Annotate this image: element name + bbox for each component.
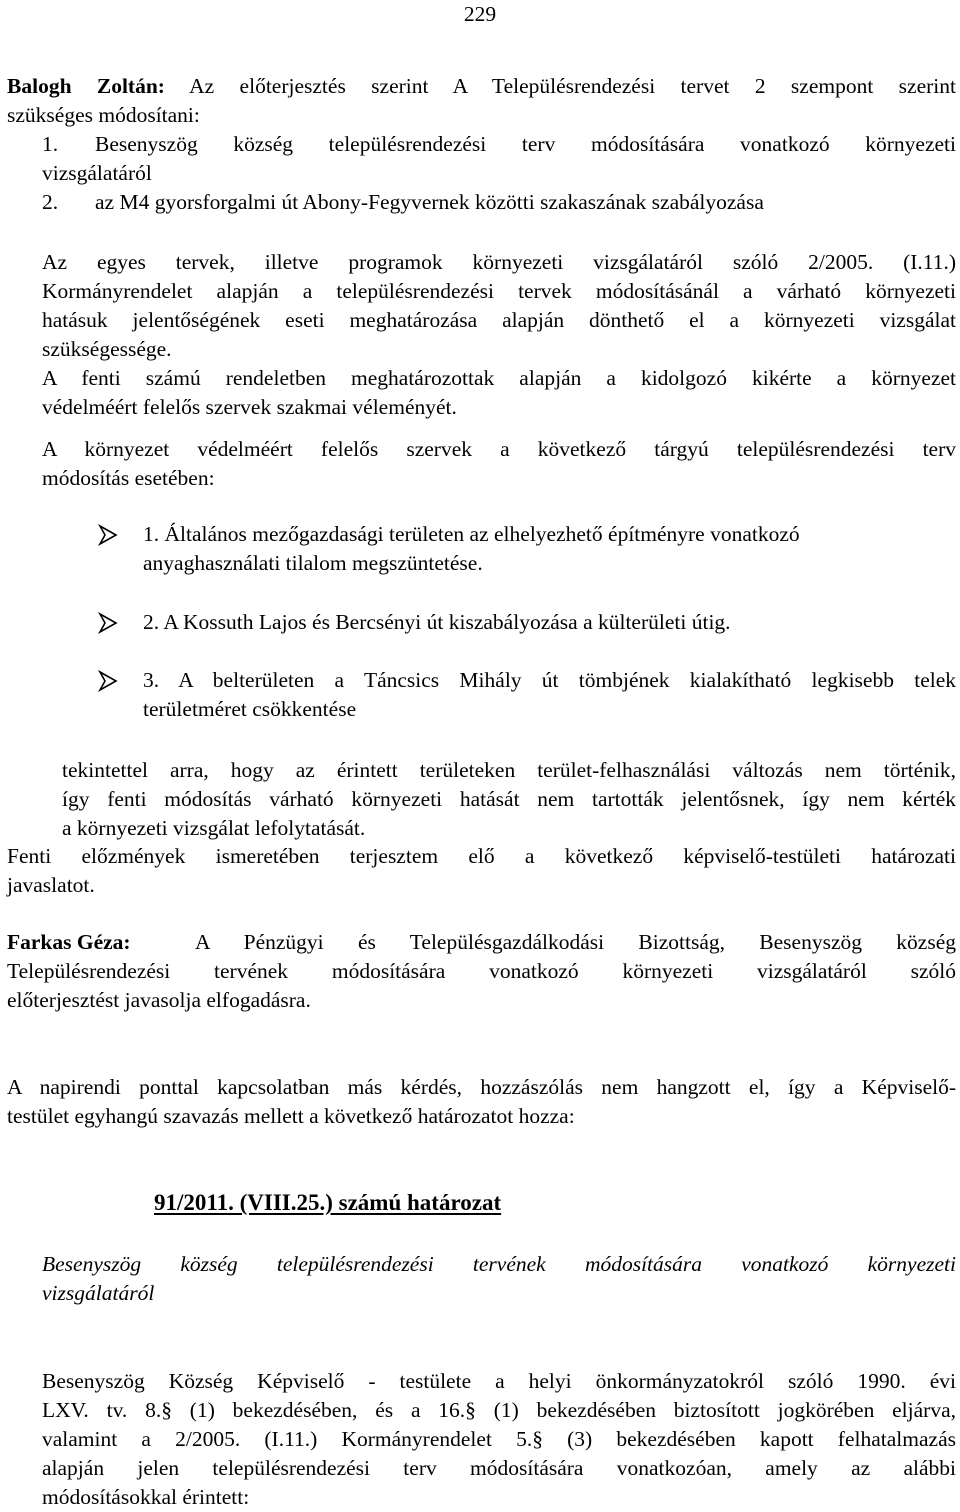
list-number: 2.: [42, 190, 59, 214]
resolution-body: [42, 1367, 956, 1512]
text-line: A fenti számú rendeletben meghatározottak alapján a kidolgozó kikérte a környezet: [42, 366, 956, 390]
text-line: javaslatot.: [7, 873, 95, 897]
bullet-item-2: [143, 608, 943, 637]
resolution-title: [154, 1188, 501, 1218]
speaker-name: Farkas Géza:: [7, 930, 131, 954]
text-line: Településrendezési tervének módosítására vonatkozó környezeti vizsgálatáról szóló: [7, 959, 956, 983]
farkas-section: [7, 928, 956, 1015]
resolution-subject: [42, 1250, 956, 1308]
intro-section: [7, 72, 956, 130]
text-line: a környezeti vizsgálat lefolytatását.: [62, 816, 366, 840]
speaker-name: Balogh Zoltán:: [7, 74, 165, 98]
bullet-item-3: [143, 666, 956, 724]
bullet-text: területméret csökkentése: [143, 697, 357, 721]
bullet-item-1: [143, 520, 943, 578]
paragraph-regulation: [42, 248, 956, 277]
text-line: így fenti módosítás várható környezeti hatását nem tartották jelentősnek, így nem kérték: [62, 787, 956, 811]
bullet-text: 2. A Kossuth Lajos és Bercsényi út kiszabályozása a külterületi útig.: [143, 610, 731, 634]
arrow-bullet-icon: [98, 670, 118, 692]
page-number: 229: [463, 2, 497, 26]
text-line: Az egyes tervek, illetve programok környezeti vizsgálatáról szóló 2/2005. (I.11.): [42, 250, 956, 274]
text-line: A napirendi ponttal kapcsolatban más kérdés, hozzászólás nem hangzott el, így a Képviselő-: [7, 1075, 956, 1099]
text-line: hatásuk jelentőségének eseti meghatározása alapján dönthető el a környezeti vizsgálat: [42, 308, 956, 332]
arrow-bullet-icon: [98, 612, 118, 634]
paragraph-vote: [7, 1073, 956, 1131]
intro-line-1: Balogh Zoltán: Az előterjesztés szerint A Településrendezési tervet 2 szempont szerint: [7, 74, 956, 98]
text-line: módosítás esetében:: [42, 466, 215, 490]
paragraph-proposal: [7, 842, 956, 900]
text-line: Besenyszög Község Képviselő - testülete a helyi önkormányzatokról szóló 1990. évi: [42, 1369, 956, 1393]
bullet-text: 3. A belterületen a Táncsics Mihály út tömbjének kialakítható legkisebb telek: [143, 668, 956, 692]
text-line: valamint a 2/2005. (I.11.) Kormányrendelet 5.§ (3) bekezdésében kapott felhatalmazás: [42, 1427, 956, 1451]
paragraph-conclusion: [62, 756, 956, 843]
paragraph-authorities: [42, 435, 956, 493]
text-line: vizsgálatáról: [42, 1281, 155, 1305]
list-item-text: vizsgálatáról: [42, 161, 152, 185]
paragraph-regulation-cont: [42, 277, 956, 422]
text-line: LXV. tv. 8.§ (1) bekezdésében, és a 16.§ (1) bekezdésében biztosított jogkörében eljárva,: [42, 1398, 956, 1422]
text-line: A Pénzügyi és Településgazdálkodási Bizottság, Besenyszög község: [195, 930, 956, 954]
list-item-text: az M4 gyorsforgalmi út Abony-Fegyvernek közötti szakaszának szabályozása: [95, 190, 764, 214]
text-line: Fenti előzmények ismeretében terjesztem elő a következő képviselő-testületi határozati: [7, 844, 956, 868]
text-line: módosításokkal érintett:: [42, 1485, 250, 1509]
text-line: szükségessége.: [42, 337, 172, 361]
text-line: tekintettel arra, hogy az érintett területeken terület-felhasználási változás nem történik,: [62, 758, 956, 782]
resolution-title-text: 91/2011. (VIII.25.) számú határozat: [154, 1190, 502, 1215]
text-line: testület egyhangú szavazás mellett a következő határozatot hozza:: [7, 1104, 575, 1128]
arrow-bullet-icon: [98, 524, 118, 546]
text-line: alapján jelen településrendezési terv módosítására vonatkozóan, amely az alábbi: [42, 1456, 956, 1480]
text-line: védelméért felelős szervek szakmai véleményét.: [42, 395, 457, 419]
bullet-text: 1. Általános mezőgazdasági területen az elhelyezhető építményre vonatkozó: [143, 522, 800, 546]
list-item-text: Besenyszög község településrendezési terv módosítására vonatkozó környezeti: [95, 132, 956, 156]
text-line: Besenyszög község településrendezési tervének módosítására vonatkozó környezeti: [42, 1252, 956, 1276]
intro-list: [42, 130, 956, 217]
bullet-text: anyaghasználati tilalom megszüntetése.: [143, 551, 483, 575]
text-line: előterjesztést javasolja elfogadásra.: [7, 988, 311, 1012]
text-line: A környezet védelméért felelős szervek a következő tárgyú településrendezési terv: [42, 437, 956, 461]
list-number: 1.: [42, 132, 59, 156]
text-line: Kormányrendelet alapján a településrendezési tervek módosításánál a várható környezeti: [42, 279, 956, 303]
intro-line-2: szükséges módosítani:: [7, 103, 200, 127]
